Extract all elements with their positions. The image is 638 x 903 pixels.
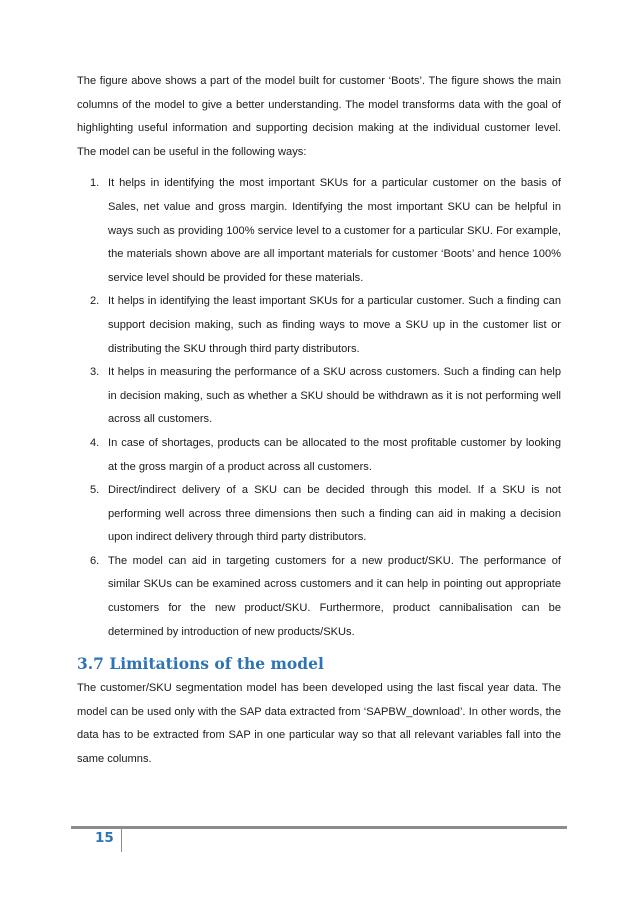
numbered-list [77, 172, 561, 644]
section-body-paragraph: The customer/SKU segmentation model has been developed using the last fiscal year data. The model can be used only with the SAP data extracted from ‘SAPBW_download’. In other words, the data has to be extracted from SAP in one particular way so that all relevant variables fall into the same columns. [77, 682, 561, 766]
list-item [77, 361, 561, 432]
list-item [77, 172, 561, 290]
intro-paragraph: The figure above shows a part of the model built for customer ‘Boots’. The figure shows the main columns of the model to give a better understanding. The model transforms data with the goal of highlighting useful information and supporting decision making at the individual customer level. The model can be useful in the following ways: [77, 75, 561, 158]
list-item-number: 1. [90, 177, 100, 190]
list-item-text: Direct/indirect delivery of a SKU can be decided through this model. If a SKU is not performing well across three dimensions then such a finding can aid in making a decision upon indirect delivery through third party distributors. [108, 484, 561, 544]
list-item-number: 6. [90, 554, 100, 567]
list-item-number: 2. [90, 295, 100, 308]
list-item-text: In case of shortages, products can be allocated to the most profitable customer by looking at the gross margin of a product across all customers. [108, 436, 561, 473]
list-item-text: It helps in identifying the least important SKUs for a particular customer. Such a finding can support decision making, such as finding ways to move a SKU up in the customer list or distributing the SKU through third party distributors. [108, 295, 561, 355]
list-item-number: 4. [90, 436, 100, 449]
section-heading: 3.7 Limitations of the model [77, 654, 324, 674]
list-item [77, 479, 561, 550]
page-number-divider [121, 828, 122, 852]
list-item-text: It helps in measuring the performance of a SKU across customers. Such a finding can help in decision making, such as whether a SKU should be withdrawn as it is not performing well across all customers. [108, 366, 561, 426]
page-number: 15 [95, 830, 114, 846]
list-item-number: 5. [90, 484, 100, 497]
list-item [77, 550, 561, 644]
page-content [77, 70, 561, 772]
list-item-text: It helps in identifying the most important SKUs for a particular customer on the basis of Sales, net value and gross margin. Identifying the most important SKU can be helpful in ways such as providing 100% service level to a customer for a particular SKU. For example, the materials shown above are all important materials for customer ‘Boots’ and hence 100% service level should be provided for these materials. [108, 177, 561, 284]
list-item-text: The model can aid in targeting customers for a new product/SKU. The performance of similar SKUs can be examined across customers and it can help in pointing out appropriate customers for the new product/SKU. Furthermore, product cannibalisation can be determined by introduction of new products/SKUs. [108, 554, 561, 638]
list-item [77, 432, 561, 479]
list-item-number: 3. [90, 366, 100, 379]
footer-rule [71, 826, 567, 829]
list-item [77, 290, 561, 361]
